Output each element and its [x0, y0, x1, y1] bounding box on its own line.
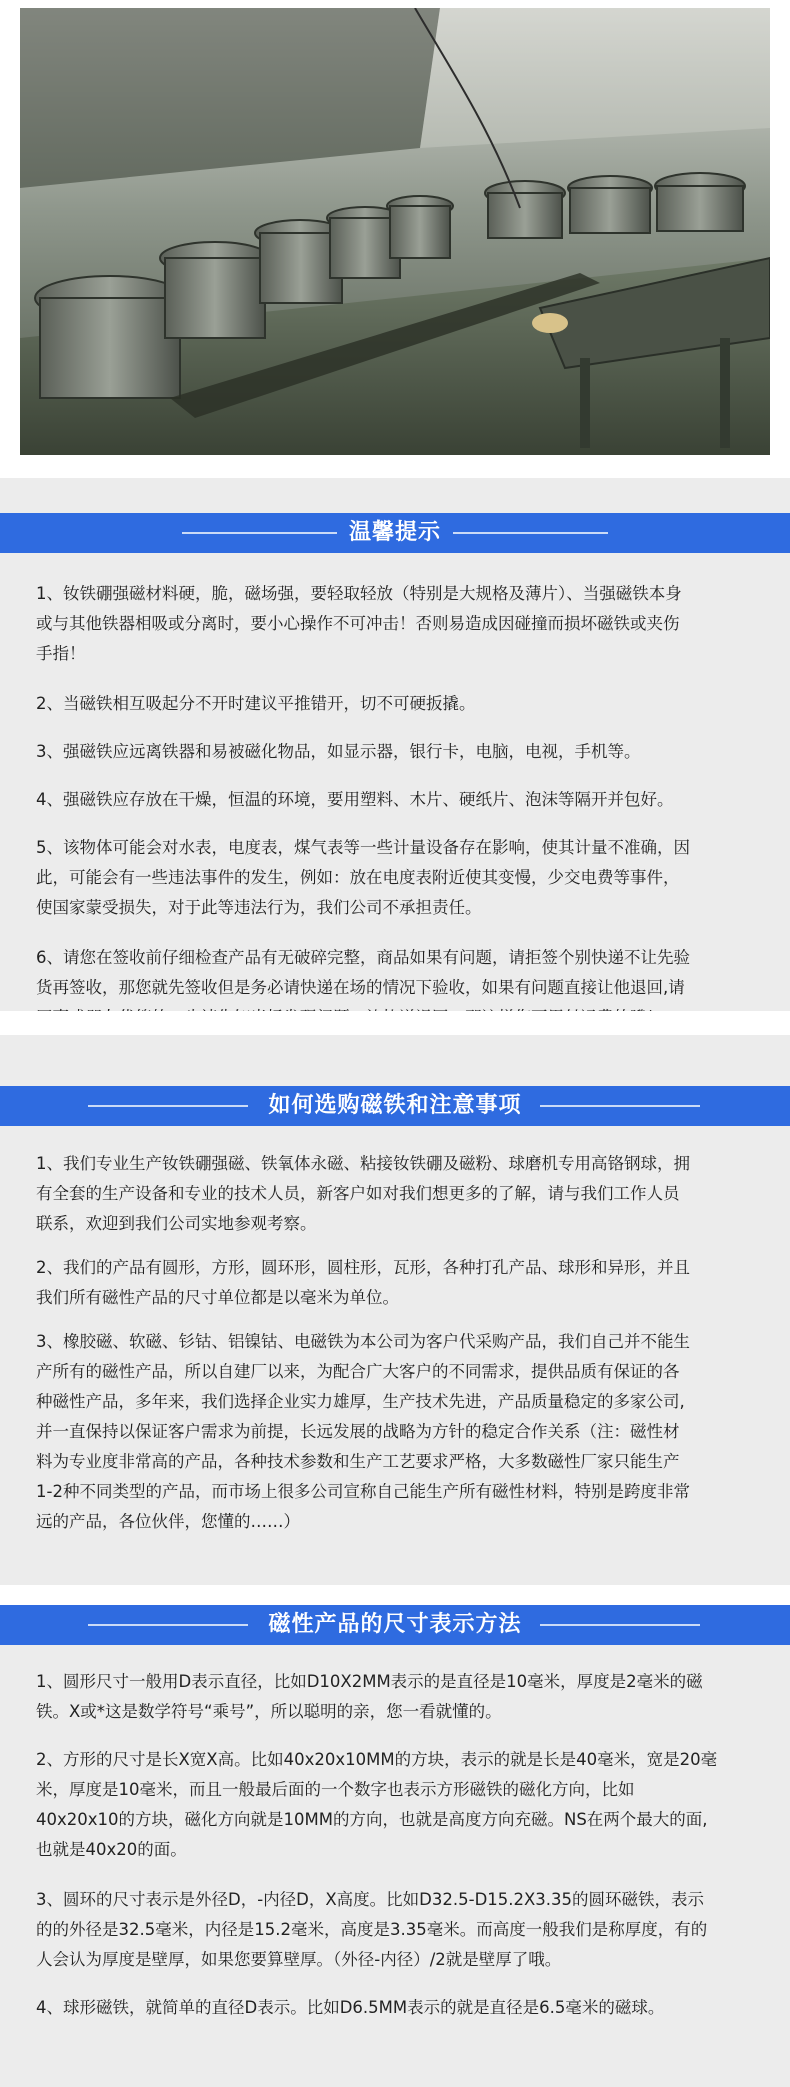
section-banner: [0, 1605, 790, 1645]
paragraph: 3、圆环的尺寸表示是外径D，-内径D，X高度。比如D32.5-D15.2X3.35的圆环磁铁，表示 的的外径是32.5毫米，内径是15.2毫米，高度是3.35毫米。而高度一般我们是称厚度，有的 人会认为厚度是壁厚，如果您要算壁厚。（外径-内径）/2就是壁厚了哦。: [36, 1890, 708, 1969]
section-title: 磁性产品的尺寸表示方法: [268, 1612, 522, 1637]
section-title: 温馨提示: [348, 520, 441, 545]
section-title: 如何选购磁铁和注意事项: [268, 1093, 522, 1118]
paragraph: 1、钕铁硼强磁材料硬，脆，磁场强，要轻取轻放（特别是大规格及薄片）、当强磁铁本身 或与其他铁器相吸或分离时，要小心操作不可冲击！否则易造成因碰撞而损坏磁铁或夹伤 手指！: [36, 584, 682, 663]
paragraph: 1、我们专业生产钕铁硼强磁、铁氧体永磁、粘接钕铁硼及磁粉、球磨机专用高铬钢球，拥 有全套的生产设备和专业的技术人员，新客户如对我们想更多的了解，请与我们工作人员 联系，欢迎到我们公司实地参观考察。: [36, 1154, 690, 1233]
factory-photo-illustration: [20, 8, 770, 455]
section-how-to-buy: [0, 1035, 790, 1585]
paragraph: 2、我们的产品有圆形，方形，圆环形，圆柱形，瓦形，各种打孔产品、球形和异形，并且 我们所有磁性产品的尺寸单位都是以毫米为单位。: [36, 1258, 690, 1307]
paragraph: 6、请您在签收前仔细检查产品有无破碎完整，商品如果有问题，请拒签个别快递不让先验 货再签收，那您就先签收但是务必请快递在场的情况下验收，如果有问题直接让他退回,请: [36, 948, 690, 997]
paragraph: 1、圆形尺寸一般用D表示直径，比如D10X2MM表示的是直径是10毫米，厚度是2毫米的磁 铁。X或*这是数学符号“乘号”，所以聪明的亲，您一看就懂的。: [36, 1672, 703, 1721]
paragraph: 5、该物体可能会对水表，电度表，煤气表等一些计量设备存在影响，使其计量不准确，因 此，可能会有一些违法事件的发生，例如：放在电度表附近使其变慢，少交电费等事件， 使国家蒙受损失，对于此等违法行为，我们公司不承担责任。: [36, 838, 690, 917]
paragraph: 4、强磁铁应存放在干燥，恒温的环境，要用塑料、木片、硬纸片、泡沫等隔开并包好。: [36, 790, 674, 809]
header-photo-area: [0, 0, 790, 478]
section-divider: [0, 1585, 790, 1605]
paragraph: 4、球形磁铁，就简单的直径D表示。比如D6.5MM表示的就是直径是6.5毫米的磁球。: [36, 1998, 665, 2017]
factory-photo: [20, 8, 770, 455]
paragraph: 3、橡胶磁、软磁、钐钴、铝镍钴、电磁铁为本公司为客户代采购产品，我们自己并不能生 产所有的磁性产品，所以自建厂以来，为配合广大客户的不同需求，提供品质有保证的各 种磁性产品，多年来，我们选择企业实力雄厚，生产技术先进，产品质量稳定的多家公司, 并一直保持以保证客户需求为前提，长远发展的战略为方针的稳定合作关系（注：磁性材 料为专业度非常高的产品，各种技术参数和生产工艺要求严格，大多数磁性厂家只能生产 1-2种不同类型的产品，而市场上很多公司宣称自己能生产所有磁性材料，特别是跨度非常 远的产品，各位伙伴，您懂的……）: [36, 1332, 690, 1531]
section-warm-tips: [0, 478, 790, 1011]
section-banner: [0, 513, 790, 553]
section-banner: [0, 1086, 790, 1126]
paragraph: 3、强磁铁应远离铁器和易被磁化物品，如显示器，银行卡，电脑，电视，手机等。: [36, 742, 641, 761]
section-divider: [0, 1011, 790, 1035]
paragraph: 2、方形的尺寸是长X宽X高。比如40x20x10MM的方块，表示的就是长是40毫米，宽是20毫 米，厚度是10毫米，而且一般最后面的一个数字也表示方形磁铁的磁化方向，比如 40x20x10的方块，磁化方向就是10MM的方向，也就是高度方向充磁。NS在两个最大的面, 也就是40x20的面。: [36, 1750, 718, 1859]
paragraph: 2、当磁铁相互吸起分不开时建议平推错开，切不可硬扳撬。: [36, 694, 476, 713]
section-size-notation: [0, 1605, 790, 2087]
